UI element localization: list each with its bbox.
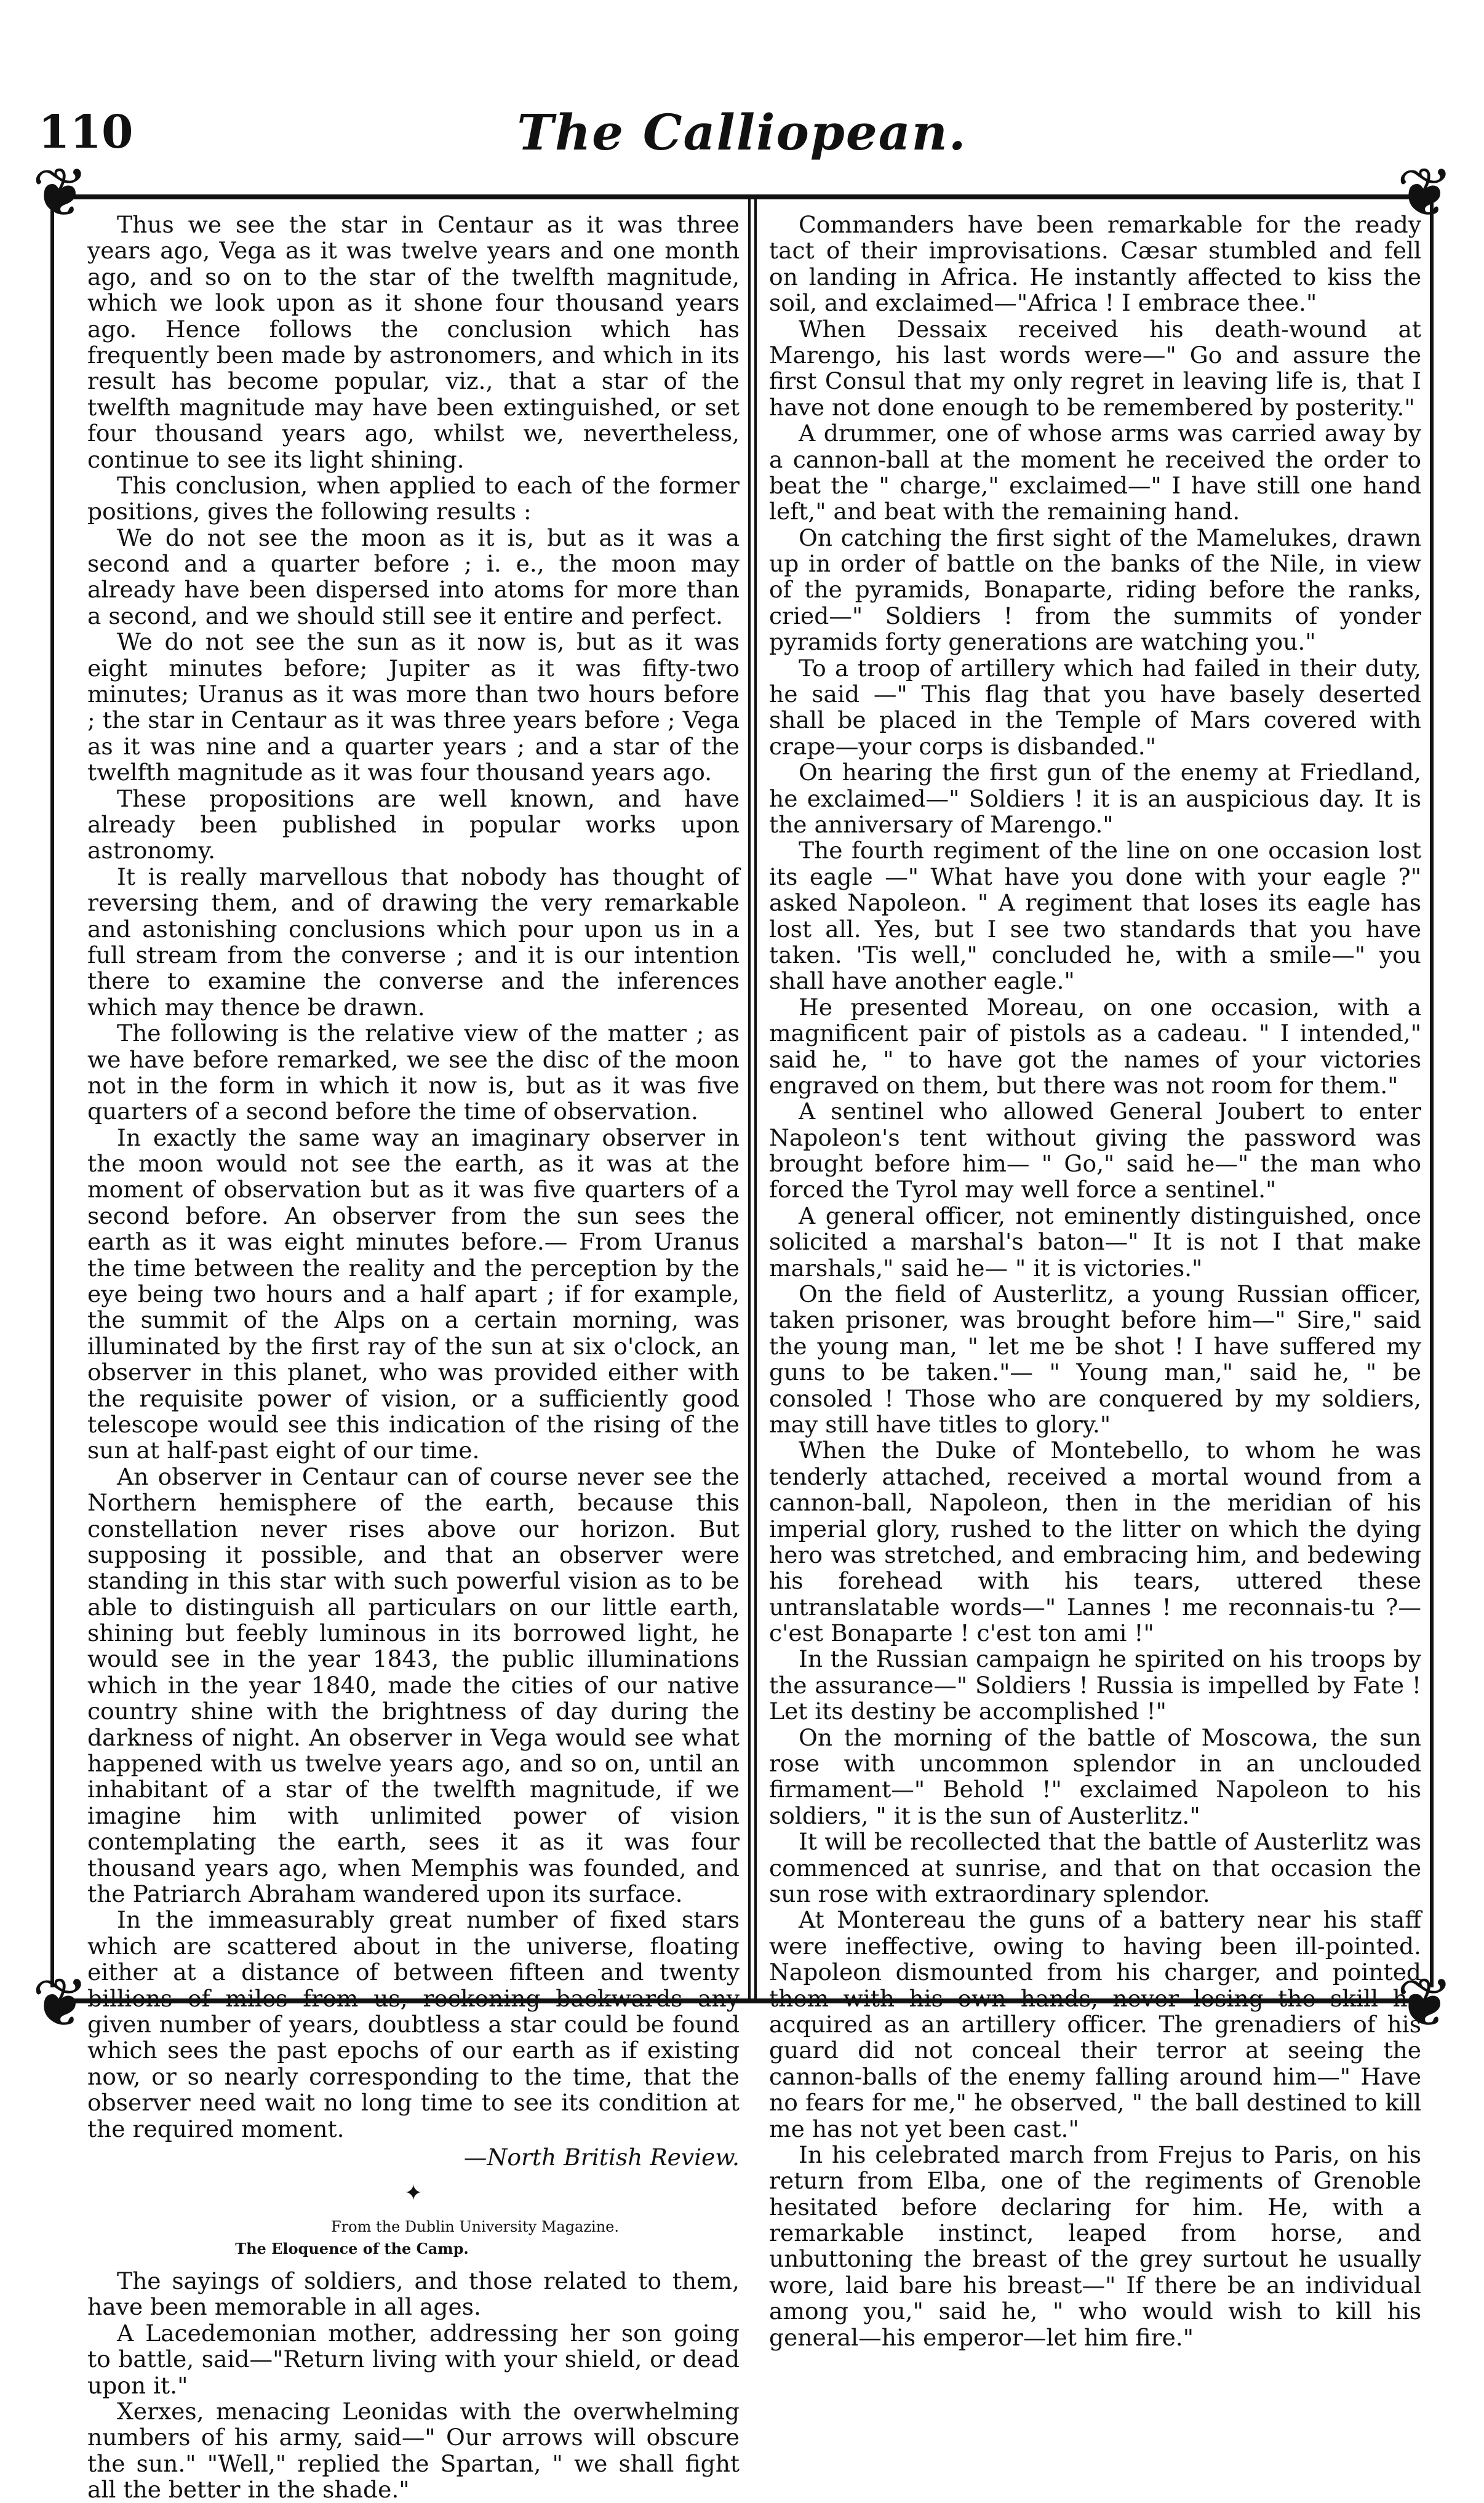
paragraph: Thus we see the star in Centaur as it was three years ago, Vega as it was twelve years and one month ago, and so on to the star of the twelfth magnitude, which we look upon as it shone four thousand years ago. Hence follows the conclusion which has frequently been made by astronomers, and which in its result has become popular, viz., that a star of the twelfth magnitude may have been extinguished, or set four thousand years ago, whilst we, nevertheless, continue to see its light shining. xyxy=(87,211,740,473)
paragraph: He presented Moreau, on one occasion, with a magnificent pair of pistols as a cadeau. " I intended," said he, " to have got the names of your victories engraved on them, but there was not room for them." xyxy=(769,993,1421,1099)
masthead-title: The Calliopean. xyxy=(517,103,967,161)
paragraph: Xerxes, menacing Leonidas with the overwhelming numbers of his army, said—" Our arrows will obscure the sun." "Well," replied the Spartan, " we shall fight all the better in the shade." xyxy=(87,2397,740,2503)
page-number: 110 xyxy=(38,106,134,159)
ornament-bottom-left-icon: ❦ xyxy=(32,1963,89,2042)
paragraph: A general officer, not eminently distinguished, once solicited a marshal's baton—" It is not I that make marshals," said he— " it is victories." xyxy=(769,1202,1421,1282)
column-separator xyxy=(748,197,757,2003)
right-frame-line xyxy=(1430,203,1434,1987)
paragraph: To a troop of artillery which had failed in their duty, he said —" This flag that you have basely deserted shall be placed in the Temple of Mars covered with crape—your corps is disbanded." xyxy=(769,654,1421,760)
ornament-top-left-icon: ❦ xyxy=(32,153,89,232)
paragraph: The sayings of soldiers, and those related to them, have been memorable in all ages. xyxy=(87,2267,740,2321)
left-column xyxy=(87,212,740,2503)
paragraph: On the field of Austerlitz, a young Russian officer, taken prisoner, was brought before him—" Sire," said the young man, " let me be shot ! I have suffered my guns to be taken."— " Young man," said he, " be consoled ! Those who are conquered by my soldiers, may still have titles to glory." xyxy=(769,1280,1421,1438)
paragraph: It is really marvellous that nobody has thought of reversing them, and of drawing the very remarkable and astonishing conclusions which pour upon us in a full stream from the converse ; and it is our intention there to examine the converse and the inferences which may thence be drawn. xyxy=(87,863,740,1021)
paragraph: When the Duke of Montebello, to whom he was tenderly attached, received a mortal wound from a cannon-ball, Napoleon, then in the meridian of his imperial glory, rushed to the litter on which the dying hero was stretched, and embracing him, and bedewing his forehead with his tears, uttered these untranslatable words—" Lannes ! me reconnais-tu ?—c'est Bonaparte ! c'est ton ami !" xyxy=(769,1437,1421,1647)
paragraph: We do not see the moon as it is, but as it was a second and a quarter before ; i. e., the moon may already have been dispersed into atoms for more than a second, and we should still see it entire and perfect. xyxy=(87,524,740,629)
paragraph: At Montereau the guns of a battery near his staff were ineffective, owing to having been ill-pointed. Napoleon dismounted from his charger, and pointed them with his own hands, never losing the skill he acquired as an artillery officer. The grenadiers of his guard did not conceal their terror at seeing the cannon-balls of the enemy falling around him—" Have no fears for me," he observed, " the ball destined to kill me has not yet been cast." xyxy=(769,1906,1421,2142)
paragraph: A drummer, one of whose arms was carried away by a cannon-ball at the moment he received the order to beat the " charge," exclaimed—" I have still one hand left," and beat with the remaining hand. xyxy=(769,420,1421,525)
left-frame-line xyxy=(50,203,54,1987)
paragraph: Commanders have been remarkable for the ready tact of their improvisations. Cæsar stumbled and fell on landing in Africa. He instantly affected to kiss the soil, and exclaimed—"Africa ! I embrace thee." xyxy=(769,211,1421,317)
paragraph: The following is the relative view of the matter ; as we have before remarked, we see the disc of the moon not in the form in which it now is, but as it was five quarters of a second before the time of observation. xyxy=(87,1020,740,1125)
next-article-title: The Eloquence of the Camp. xyxy=(235,2239,469,2257)
paragraph: In his celebrated march from Frejus to Paris, on his return from Elba, one of the regiments of Grenoble hesitated before declaring for him. He, with a remarkable instinct, leaped from horse, and unbuttoning the breast of the grey surtout he usually wore, laid bare his breast—" If there be an individual among you," said he, " who would wish to kill his general—his emperor—let him fire." xyxy=(769,2141,1421,2351)
paragraph: On catching the first sight of the Mamelukes, drawn up in order of battle on the banks of the Nile, in view of the pyramids, Bonaparte, riding before the ranks, cried—" Soldiers ! from the summits of yonder pyramids forty generations are watching you." xyxy=(769,524,1421,656)
paragraph: It will be recollected that the battle of Austerlitz was commenced at sunrise, and that on that occasion the sun rose with extraordinary splendor. xyxy=(769,1828,1421,1907)
paragraph: In the immeasurably great number of fixed stars which are scattered about in the universe, floating either at a distance of between fifteen and twenty billions of miles from us, reckoning backwards any given number of years, doubtless a star could be found which sees the past epochs of our earth as if existing now, or so nearly corresponding to the time, that the observer need wait no long time to see its condition at the required moment. xyxy=(87,1906,740,2142)
ornament-top-right-icon: ❦ xyxy=(1397,153,1454,232)
article-source: —North British Review. xyxy=(463,2143,740,2171)
paragraph: On the morning of the battle of Moscowa, the sun rose with uncommon splendor in an unclouded firmament—" Behold !" exclaimed Napoleon to his soldiers, " it is the sun of Austerlitz." xyxy=(769,1723,1421,1829)
ornament-bottom-right-icon: ❦ xyxy=(1397,1963,1454,2042)
top-rule xyxy=(49,194,1434,199)
paragraph: We do not see the sun as it now is, but as it was eight minutes before; Jupiter as it was fifty-two minutes; Uranus as it was more than two hours before ; the star in Centaur as it was three years before ; Vega as it was nine and a quarter years ; and a star of the twelfth magnitude as it was four thousand years ago. xyxy=(87,628,740,786)
right-column xyxy=(769,212,1421,2350)
paragraph: In the Russian campaign he spirited on his troops by the assurance—" Soldiers ! Russia is impelled by Fate ! Let its destiny be accomplished !" xyxy=(769,1645,1421,1725)
paragraph: On hearing the first gun of the enemy at Friedland, he exclaimed—" Soldiers ! it is an auspicious day. It is the anniversary of Marengo." xyxy=(769,759,1421,838)
paragraph: This conclusion, when applied to each of the former positions, gives the following results : xyxy=(87,471,740,525)
paragraph: In exactly the same way an imaginary observer in the moon would not see the earth, as it was at the moment of observation but as it was five quarters of a second before. An observer from the sun sees the earth as it was eight minutes before.— From Uranus the time between the reality and the perception by the eye being two hours and a half apart ; if for example, the summit of the Alps on a certain morning, was illuminated by the first ray of the sun at six o'clock, an observer in this planet, who was provided either with the requisite power of vision, or a sufficiently good telescope would see this indication of the rising of the sun at half-past eight of our time. xyxy=(87,1124,740,1464)
section-divider: ✦ xyxy=(404,2181,423,2206)
paragraph: When Dessaix received his death-wound at Marengo, his last words were—" Go and assure the first Consul that my only regret in leaving life is, that I have not done enough to be remembered by posterity." xyxy=(769,315,1421,421)
paragraph: The fourth regiment of the line on one occasion lost its eagle —" What have you done with your eagle ?" asked Napoleon. " A regiment that loses its eagle has lost all. Yes, but I see two standards that you have taken. 'Tis well," concluded he, with a smile—" you shall have another eagle." xyxy=(769,837,1421,995)
paragraph: A Lacedemonian mother, addressing her son going to battle, said—"Return living with your shield, or dead upon it." xyxy=(87,2319,740,2399)
paragraph: An observer in Centaur can of course never see the Northern hemisphere of the earth, because this constellation never rises above our horizon. But supposing it possible, and that an observer were standing in this star with such powerful vision as to be able to distinguish all particulars on our little earth, shining but feebly luminous in its borrowed light, he would see in the year 1843, the public illuminations which in the year 1840, made the cities of our native country shine with the brightness of day during the darkness of night. An observer in Vega would see what happened with us twelve years ago, and so on, until an inhabitant of a star of the twelfth magnitude, if we imagine him with unlimited power of vision contemplating the earth, sees it as it was four thousand years ago, when Memphis was founded, and the Patriarch Abraham wandered upon its surface. xyxy=(87,1463,740,1907)
next-article-source: From the Dublin University Magazine. xyxy=(331,2218,619,2235)
paragraph: These propositions are well known, and have already been published in popular works upon astronomy. xyxy=(87,784,740,864)
paragraph: A sentinel who allowed General Joubert to enter Napoleon's tent without giving the password was brought before him— " Go," said he—" the man who forced the Tyrol may well force a sentinel." xyxy=(769,1098,1421,1204)
